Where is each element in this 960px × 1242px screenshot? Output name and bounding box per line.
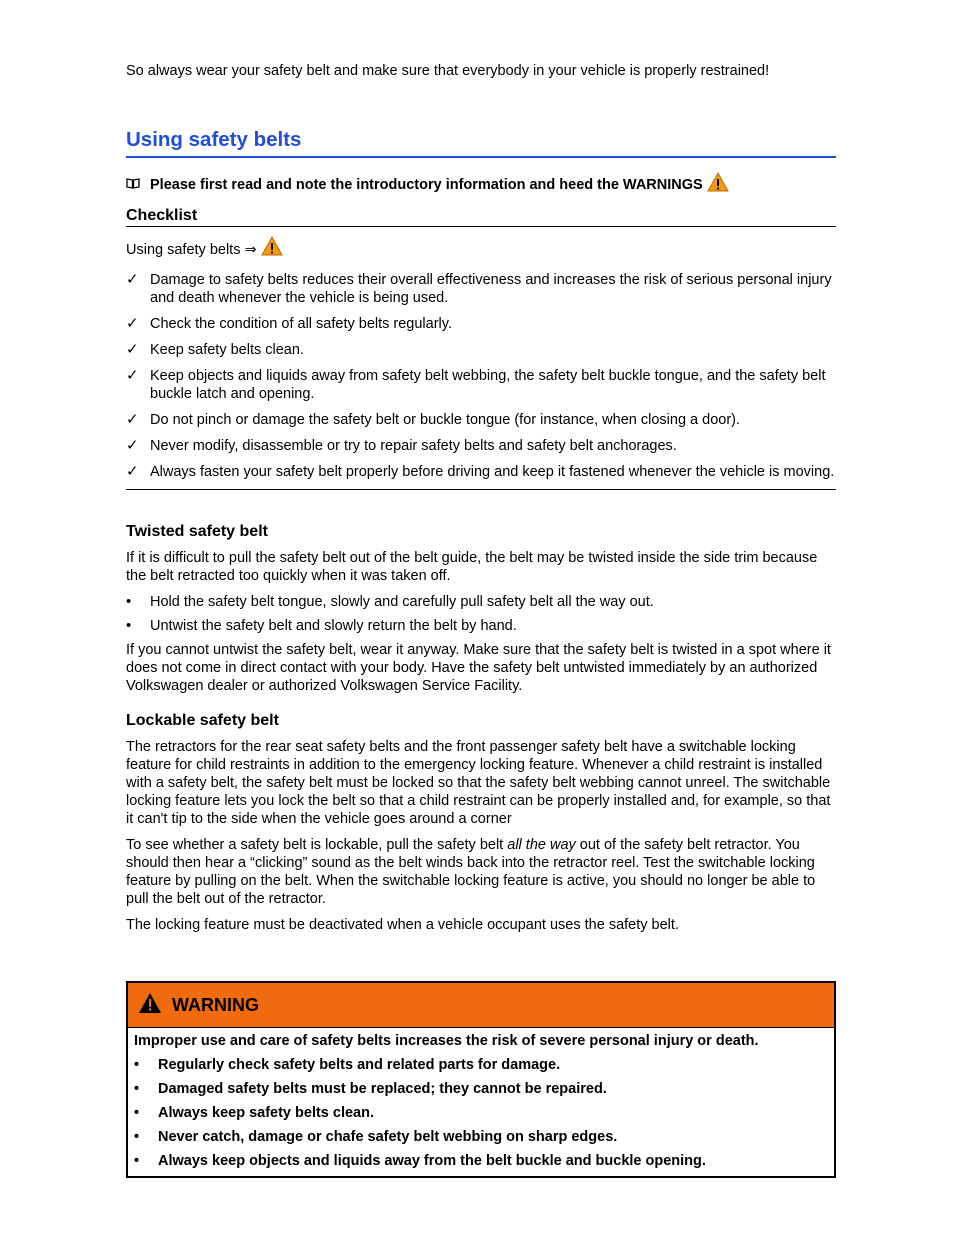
lockable-belt-deactivate-paragraph: The locking feature must be deactivated when a vehicle occupant uses the safety belt. — [126, 917, 679, 933]
list-item — [134, 1080, 828, 1098]
warning-label: WARNING — [172, 994, 259, 1015]
main-content — [126, 522, 836, 942]
checklist-item-text: Keep safety belts clean. — [150, 342, 304, 358]
list-item-text: Untwist the safety belt and slowly return the belt by hand. — [150, 618, 517, 634]
bullet-icon: • — [134, 1105, 140, 1121]
checklist-item-text: Do not pinch or damage the safety belt or buckle tongue (for instance, when closing a door). — [150, 412, 741, 428]
check-icon: ✓ — [126, 341, 139, 358]
bullet-icon: • — [134, 1081, 140, 1097]
warning-body — [128, 1028, 834, 1176]
twisted-belt-paragraph: If it is difficult to pull the safety belt out of the belt guide, the belt may be twisted inside the side trim because the belt retracted too quickly when it was taken off. — [126, 550, 818, 584]
checklist-item — [126, 411, 836, 429]
checklist-item — [126, 437, 836, 455]
checklist-intro — [126, 236, 836, 263]
warning-triangle-icon[interactable] — [707, 172, 729, 198]
lead-sentence: So always wear your safety belt and make sure that everybody in your vehicle is properly restrained! — [126, 63, 770, 79]
checklist-item-text: Keep objects and liquids away from safety belt webbing, the safety belt buckle tongue, and the safety belt buckle latch and opening. — [150, 368, 826, 402]
checklist-item — [126, 271, 836, 307]
book-icon — [126, 175, 142, 195]
warning-lead: Improper use and care of safety belts increases the risk of severe personal injury or death. — [134, 1033, 759, 1049]
section-title: Using safety belts — [126, 128, 836, 158]
check-icon: ✓ — [126, 437, 139, 454]
list-item — [134, 1152, 828, 1170]
list-item-text: Regularly check safety belts and related parts for damage. — [158, 1057, 561, 1073]
emphasis-text: all the way — [507, 837, 576, 853]
list-item-text: Damaged safety belts must be replaced; they cannot be repaired. — [158, 1081, 607, 1097]
bullet-icon: • — [126, 618, 132, 634]
checklist — [126, 236, 836, 490]
checklist-item — [126, 367, 836, 403]
lockable-belt-heading: Lockable safety belt — [126, 712, 279, 729]
checklist-item — [126, 315, 836, 333]
warning-triangle-icon — [138, 992, 162, 1019]
lockable-belt-test-paragraph: To see whether a safety belt is lockable, pull the safety belt all the way out of the safety belt retractor. You should then hear a “clicking” sound as the belt winds back into the retractor reel. Test the switchable locking feature by pulling on the belt. When the switchable locking feature is active, you should no longer be able to pull the belt out of the retractor. — [126, 837, 816, 907]
list-item — [134, 1056, 828, 1074]
intro-note-text: Please first read and note the introductory information and heed the WARNINGS — [150, 177, 703, 193]
checklist-item — [126, 341, 836, 359]
bullet-icon: • — [134, 1057, 140, 1073]
checklist-item-text: Never modify, disassemble or try to repair safety belts and safety belt anchorages. — [150, 438, 677, 454]
list-item-text: Never catch, damage or chafe safety belt webbing on sharp edges. — [158, 1129, 618, 1145]
bullet-icon: • — [134, 1153, 140, 1169]
checklist-intro-text: Using safety belts ⇒ — [126, 241, 257, 258]
check-icon: ✓ — [126, 271, 139, 288]
checklist-item-text: Check the condition of all safety belts regularly. — [150, 316, 452, 332]
twisted-belt-heading: Twisted safety belt — [126, 523, 268, 540]
check-icon: ✓ — [126, 367, 139, 384]
list-item-text: Always keep objects and liquids away from the belt buckle and buckle opening. — [158, 1153, 706, 1169]
intro-note — [126, 172, 836, 198]
list-item — [134, 1104, 828, 1122]
lockable-belt-paragraph: The retractors for the rear seat safety belts and the front passenger safety belt have a switchable locking feature for child restraints in addition to the emergency locking feature. Whenever a child restraint is installed with a safety belt, the safety belt must be locked so that the safety belt webbing cannot unreel. The switchable locking feature lets you lock the belt so that a child restraint can be properly installed and, for example, so that it can't tip to the side when the vehicle goes around a corner — [126, 739, 831, 827]
check-icon: ✓ — [126, 315, 139, 332]
bullet-icon: • — [134, 1129, 140, 1145]
checklist-item — [126, 463, 836, 481]
warning-triangle-icon[interactable] — [261, 236, 283, 263]
list-item — [126, 593, 836, 611]
warning-header — [128, 983, 834, 1028]
checklist-title: Checklist — [126, 207, 836, 227]
check-icon: ✓ — [126, 463, 139, 480]
warning-box — [126, 981, 836, 1178]
twisted-belt-followup: If you cannot untwist the safety belt, wear it anyway. Make sure that the safety belt is twisted in a spot where it does not come in direct contact with your body. Have the safety belt untwisted immediately by an authorized Volkswagen dealer or authorized Volkswagen Service Facility. — [126, 642, 831, 694]
list-item-text: Always keep safety belts clean. — [158, 1105, 374, 1121]
list-item-text: Hold the safety belt tongue, slowly and carefully pull safety belt all the way out. — [150, 594, 654, 610]
checklist-item-text: Damage to safety belts reduces their overall effectiveness and increases the risk of serious personal injury and death whenever the vehicle is being used. — [150, 272, 832, 306]
check-icon: ✓ — [126, 411, 139, 428]
list-item — [134, 1128, 828, 1146]
list-item — [126, 617, 836, 635]
bullet-icon: • — [126, 594, 132, 610]
checklist-item-text: Always fasten your safety belt properly before driving and keep it fastened whenever the vehicle is moving. — [150, 464, 835, 480]
